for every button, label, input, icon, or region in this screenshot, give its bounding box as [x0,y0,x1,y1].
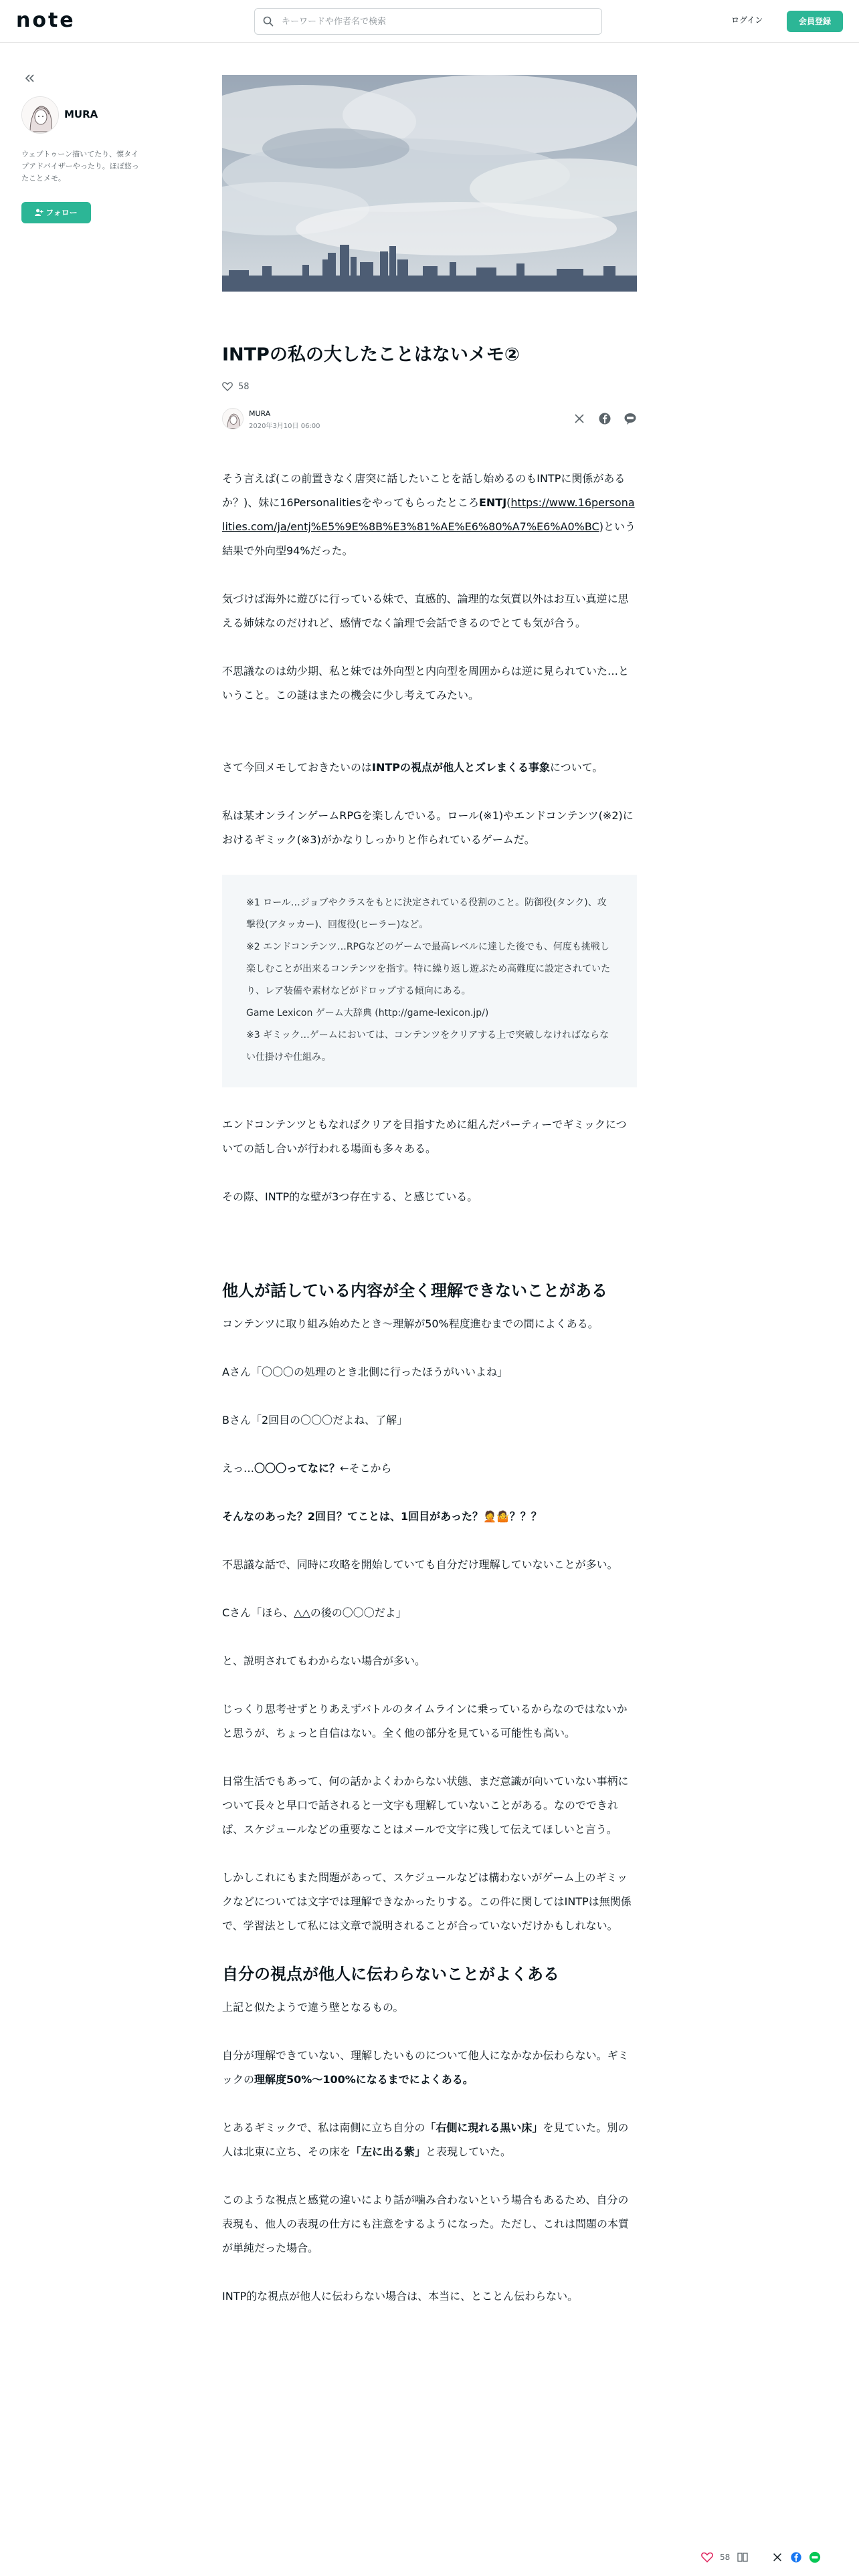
login-link[interactable]: ログイン [731,15,763,25]
paragraph: その際、INTP的な壁が3つ存在する、と感じている。 [222,1190,478,1203]
hero-image [222,75,637,292]
footnote-2: ※2 エンドコンテンツ…RPGなどのゲームで最高レベルに達した後でも、何度も挑戦し楽しむことが出来るコンテンツを指す。特に繰り返し遊ぶため高難度に設定されていたり、レア装備や素材などがドロップする傾向にある。 [246,942,611,996]
line-icon[interactable] [809,2551,821,2563]
paragraph [222,756,637,780]
text: 自分が理解できていない、理解したいものについて他人になかなか伝わらない。ギミックの [222,2049,629,2086]
text: とあるギミックで、私は南側に立ち自分の [222,2121,425,2134]
text-bold: 〇〇〇ってなに？ [254,1462,341,1475]
paragraph [222,467,637,563]
text-bold: 理解度50%～100%になるまでによくある。 [254,2073,474,2086]
section-heading: 自分の視点が他人に伝わらないことがよくある [222,1965,559,1983]
text: を見ていた。別の人は北東に立ち、その床を [222,2121,629,2158]
line-icon[interactable] [624,412,637,425]
paragraph [222,2116,637,2164]
follow-button[interactable] [21,202,91,223]
text: と表現していた。 [425,2145,512,2158]
paragraph: エンドコンテンツともなればクリアを目指すために組んだパーティーでギミックについての話し合いが行われる場面も多々ある。 [222,1118,627,1155]
paragraph: INTP的な視点が他人に伝わらない場合は、本当に、とことん伝わらない。 [222,2290,579,2302]
publish-date: 2020年3月10日 06:00 [249,423,320,430]
bottom-action-bar [701,2548,848,2567]
facebook-icon[interactable] [790,2551,802,2563]
share-buttons [573,412,637,425]
magazine-icon[interactable] [737,2551,749,2563]
paragraph: 私は某オンラインゲームRPGを楽しんでいる。ロール(※1)やエンドコンテンツ(※2)におけるギミック(※3)がかなりしっかりと作られているゲームだ。 [222,809,634,846]
paragraph: じっくり思考せずとりあえずバトルのタイムラインに乗っているからなのではないかと思うが、ちょっと自信はない。全く他の部分を見ている可能性も高い。 [222,1703,628,1739]
search-box[interactable] [254,8,602,35]
note-logo[interactable]: note [16,9,76,32]
16personalities-link[interactable]: https://www.16personalities.com/ja/entj%E5%9E%8B%E3%81%AE%E6%80%A7%E6%A0%BC [222,496,635,533]
follow-label: フォロー [45,208,78,217]
signup-button[interactable]: 会員登録 [787,11,843,32]
creator-bio: ウェブトゥーン描いてたり、懐タイプアドバイザーやったり。ほぼ悠ったことメモ。 [21,150,139,183]
paragraph [222,1457,637,1481]
facebook-icon[interactable] [598,412,611,425]
text-bold: ENTJ [478,496,507,509]
paragraph: 気づけば海外に遊びに行っている妹で、直感的、論理的な気質以外はお互い真逆に思える姉妹なのだけれど、感情でなく論理で会話できるのでとても気が合う。 [222,593,629,629]
footnote-1: ※1 ロール…ジョブやクラスをもとに決定されている役割のこと。防御役(タンク)、攻撃役(アタッカー)、回復役(ヒーラー)など。 [246,897,607,930]
avatar-illustration [22,97,59,134]
text: さて今回メモしておきたいのは [222,761,373,774]
paragraph: 日常生活でもあって、何の話かよくわからない状態、まだ意識が向いていない事柄について長々と早口で話されると一文字も理解していないことがある。なのでできれば、スケジュールなどの重要なことはメールで文字に残して伝えてほしいと言う。 [222,1775,629,1836]
like-row [222,380,637,393]
paragraph: 不思議なのは幼少期、私と妹では外向型と内向型を周囲からは逆に見られていた…ということ。この謎はまたの機会に少し考えてみたい。 [222,665,630,702]
text: について。 [550,761,603,774]
like-count[interactable]: 58 [720,2553,731,2562]
paragraph: 上記と似たようで違う壁となるもの。 [222,2001,404,2014]
paragraph [222,2044,637,2092]
footnote-source: Game Lexicon ゲーム大辞典 (http://game-lexicon.jp/) [246,1008,489,1018]
text: そう言えば(この前置きなく唐突に話したいことを話し始めるのもINTPに関係があるか？)、妹に16Personalitiesをやってもらったところ [222,472,626,509]
text-bold: INTPの視点が他人とズレまくる事象 [372,761,551,774]
paragraph [222,1505,637,1529]
footnote-3: ※3 ギミック…ゲームにおいては、コンテンツをクリアする上で突破しなければならない仕掛けや仕組み。 [246,1030,609,1063]
x-icon[interactable] [573,412,586,425]
text: ←そこから [340,1462,392,1475]
text-bold: そんなのあった？2回目？てことは、1回目があった？🤦🤷？？？ [222,1510,542,1523]
collapse-icon[interactable] [24,72,36,84]
search-input[interactable] [282,14,589,29]
text: ( [506,496,511,509]
paragraph: 不思議な話で、同時に攻略を開始していても自分だけ理解していないことが多い。 [222,1558,618,1571]
author-avatar-illustration [223,409,244,429]
text-bold: 「右側に現れる黒い床」 [425,2121,543,2134]
author-avatar[interactable] [222,408,244,429]
x-icon[interactable] [771,2551,783,2563]
creator-avatar[interactable] [21,96,59,134]
text-bold: 「左に出る紫」 [351,2145,426,2158]
paragraph: Cさん「ほら、△△の後の〇〇〇だよ」 [222,1606,407,1619]
person-plus-icon [35,209,43,216]
byline [222,408,637,432]
text: えっ… [222,1462,255,1475]
section-heading: 他人が話している内容が全く理解できないことがある [222,1281,607,1300]
paragraph: Bさん「2回目の〇〇〇だよね、了解」 [222,1414,408,1426]
paragraph: このような視点と感覚の違いにより話が噛み合わないという場合もあるため、自分の表現も、他人の表現の仕方にも注意をするようになった。ただし、これは問題の本質が単純だった場合。 [222,2193,630,2254]
article [222,342,637,2333]
text: )という結果で外向型94%だった。 [222,520,636,557]
header [0,0,859,43]
paragraph: Aさん「〇〇〇の処理のとき北側に行ったほうがいいよね」 [222,1366,508,1378]
author-name[interactable]: MURA [249,409,271,418]
paragraph: コンテンツに取り組み始めたとき～理解が50%程度進むまでの間によくある。 [222,1317,599,1330]
heart-icon[interactable] [701,2551,713,2563]
paragraph: しかしこれにもまた問題があって、スケジュールなどは構わないがゲーム上のギミックなどについては文字では理解できなかったりする。この件に関してはINTPは無関係で、学習法として私には文章で説明されることが合っていないだけかもしれない。 [222,1871,632,1932]
article-title: INTPの私の大したことはないメモ② [222,344,520,365]
heart-icon[interactable] [222,382,233,391]
creator-name[interactable]: MURA [64,108,98,120]
article-body [222,467,637,2309]
like-count[interactable]: 58 [238,381,250,392]
search-icon [263,16,274,27]
footnote-quote [222,875,637,1087]
paragraph: と、説明されてもわからない場合が多い。 [222,1654,426,1667]
